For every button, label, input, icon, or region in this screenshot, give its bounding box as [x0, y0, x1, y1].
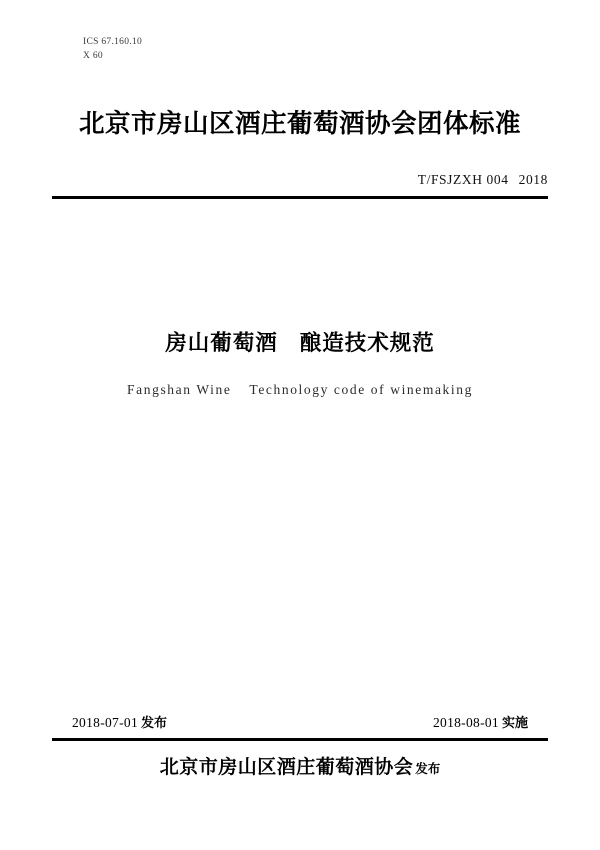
- standard-number-code: T/FSJZXH 004: [417, 172, 509, 187]
- document-title-chinese: [0, 326, 600, 357]
- header-divider-rule: [52, 196, 548, 199]
- publisher-name: 北京市房山区酒庄葡萄酒协会: [159, 756, 414, 778]
- issue-date-label: 发布: [141, 716, 168, 731]
- issue-date: [72, 712, 167, 731]
- standard-number-year: 2018: [518, 172, 548, 187]
- document-title-english-main: Fangshan Wine: [127, 382, 232, 397]
- ccs-code: X 60: [83, 50, 103, 61]
- ics-classification-block: [83, 36, 142, 64]
- implementation-date-value: 2018-08-01: [432, 715, 499, 730]
- publisher-action-label: 发布: [415, 761, 441, 776]
- document-title-english: [0, 382, 600, 398]
- implementation-date: [433, 712, 528, 731]
- standard-number: [418, 172, 548, 188]
- document-title-english-sub: Technology code of winemaking: [249, 382, 473, 397]
- document-title-chinese-sub: 酿造技术规范: [299, 331, 435, 356]
- organization-header: 北京市房山区酒庄葡萄酒协会团体标准: [78, 109, 521, 139]
- issue-date-value: 2018-07-01: [72, 715, 138, 730]
- implementation-date-label: 实施: [501, 716, 528, 731]
- footer-divider-rule: [52, 738, 548, 741]
- ics-code: ICS 67.160.10: [83, 37, 143, 47]
- publisher-line: [0, 752, 600, 779]
- document-title-chinese-main: 房山葡萄酒: [165, 331, 278, 356]
